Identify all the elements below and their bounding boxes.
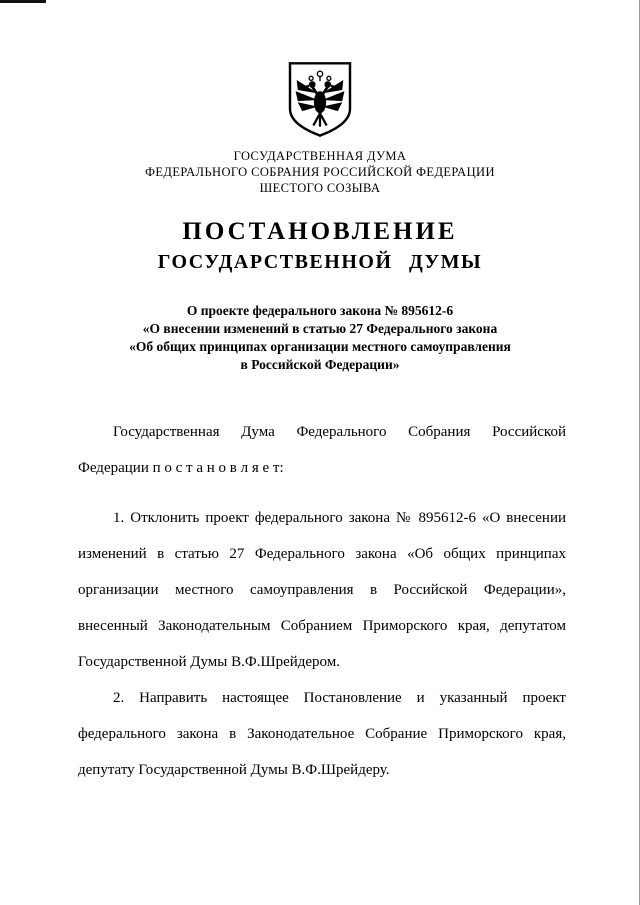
org-name-line-2: ФЕДЕРАЛЬНОГО СОБРАНИЯ РОССИЙСКОЙ ФЕДЕРАЦИИ xyxy=(145,165,495,179)
subject-line-3: «Об общих принципах организации местного самоуправления xyxy=(129,339,511,354)
subject-line-1: О проекте федерального закона № 895612-6 xyxy=(186,303,454,318)
org-name-line-3: ШЕСТОГО СОЗЫВА xyxy=(259,181,381,195)
paragraph-item-2: 2. Направить настоящее Постановление и указанный проект федерального закона в Законодательное Собрание Приморского края, депутату Государственной Думы В.Ф.Шрейдеру. xyxy=(78,690,566,778)
issuing-authority-block xyxy=(0,148,640,196)
org-name-line-1: ГОСУДАРСТВЕННАЯ ДУМА xyxy=(233,149,407,163)
paragraph-resolution-intro: Государственная Дума Федерального Собрания Российской Федерации п о с т а н о в л я е т: xyxy=(78,424,566,476)
document-type-title: ПОСТАНОВЛЕНИЕ xyxy=(182,218,458,245)
document-type-subtitle: ГОСУДАРСТВЕННОЙ ДУМЫ xyxy=(157,251,483,273)
double-headed-eagle-coat-of-arms-icon xyxy=(281,60,359,140)
document-body xyxy=(0,414,640,788)
document-subject-block xyxy=(0,302,640,374)
scan-artifact-top-edge xyxy=(0,0,46,3)
paragraph-item-1: 1. Отклонить проект федерального закона № 895612-6 «О внесении изменений в статью 27 Федерального закона «Об общих принципах организации местного самоуправления в Российской Федерации», внесенный Законодательным Собранием Приморского края, депутатом Государственной Думы В.Ф.Шрейдером. xyxy=(78,510,566,670)
document-type-block xyxy=(0,216,640,276)
subject-line-4: в Российской Федерации» xyxy=(240,357,400,372)
subject-line-2: «О внесении изменений в статью 27 Федерального закона xyxy=(142,321,498,336)
